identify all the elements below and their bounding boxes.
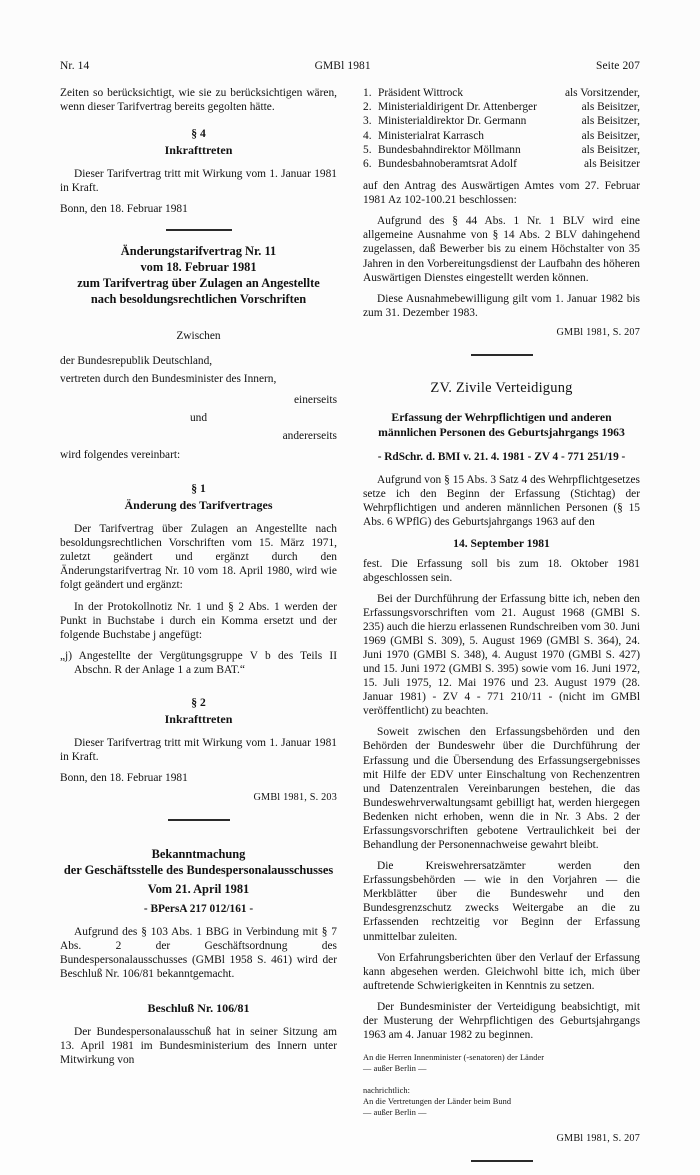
distribution-line-5: — außer Berlin —: [363, 1107, 427, 1117]
distribution-list-primary: [363, 1053, 640, 1075]
member-role: als Beisitzer,: [581, 115, 640, 128]
list-item: [363, 100, 640, 114]
section-4-body: Dieser Tarifvertrag tritt mit Wirkung vom 1. Januar 1981 in Kraft.: [60, 168, 337, 195]
section-2-symbol: § 2: [191, 695, 206, 709]
distribution-line-4: An die Vertretungen der Länder beim Bund: [363, 1096, 512, 1106]
member-name: Ministerialdirektor Dr. Germann: [378, 115, 527, 128]
paragraph-kwea: Die Kreiswehrersatzämter werden den Erfassungsbehörden — wie in den Vorjahren — die Merkblätter über die Bundeswehr und den Bundesgrenzschutz zwecks Weitergabe an die zu Erfassenden rechtzeitig vor Beginn der Erfassung unmittelbar zuleiten.: [363, 860, 640, 943]
member-name: Bundesbahndirektor Möllmann: [378, 143, 521, 156]
resolution-title: Beschluß Nr. 106/81: [147, 1001, 250, 1016]
member-number: 1.: [363, 87, 372, 99]
circular-subject-line-2: männlichen Personen des Geburtsjahrgangs 1963: [378, 426, 625, 440]
resolution-intro: Der Bundespersonalausschuß hat in seiner Sitzung am 13. April 1981 im Bundesministerium des Innern unter Mitwirkung von: [60, 1026, 337, 1067]
agreement-und: und: [189, 412, 208, 425]
section-1-symbol: § 1: [191, 482, 206, 496]
validity-paragraph: Diese Ausnahmebewilligung gilt vom 1. Januar 1982 bis zum 31. Dezember 1983.: [363, 292, 640, 319]
running-head-issue: Nr. 14: [60, 60, 90, 72]
announcement-title-line-1: Bekanntmachung: [151, 847, 246, 862]
member-number: 6.: [363, 157, 372, 170]
distribution-line-2: — außer Berlin —: [363, 1063, 427, 1073]
running-head-page: Seite 207: [595, 60, 640, 72]
agreement-einerseits: einerseits: [293, 394, 337, 407]
member-number: 5.: [363, 143, 372, 156]
member-name: Ministerialdirigent Dr. Attenberger: [378, 101, 537, 114]
agreement-title-line-4: nach besoldungsrechtlichen Vorschriften: [90, 292, 307, 307]
agreement-party-line-1: der Bundesrepublik Deutschland,: [60, 354, 213, 367]
section-1-paragraph-1: Der Tarifvertrag über Zulagen an Angestellte nach besoldungsrechtlichen Vorschriften vom 15. März 1971, zuletzt geändert und ergänzt durch den Änderungstarifvertrag Nr. 10 vom 18. April 1980, wird wie folgt geändert und ergänzt:: [60, 523, 337, 592]
member-role: als Beisitzer,: [581, 143, 640, 156]
member-number: 4.: [363, 129, 372, 142]
circular-reference: - RdSchr. d. BMI v. 21. 4. 1981 - ZV 4 - 771 251/19 -: [377, 451, 626, 464]
section-4-place-date: Bonn, den 18. Februar 1981: [60, 203, 188, 216]
list-item: [363, 143, 640, 157]
right-source-2: GMBl 1981, S. 207: [556, 1132, 640, 1144]
agreement-closing: wird folgendes vereinbart:: [60, 449, 181, 462]
request-line: auf den Antrag des Auswärtigen Amtes vom 27. Februar 1981 Az 102-100.21 beschlossen:: [363, 180, 640, 207]
announcement-title-line-2: der Geschäftsstelle des Bundespersonalausschusses: [63, 863, 334, 878]
section-4-symbol: § 4: [191, 127, 206, 141]
agreement-title-line-3: zum Tarifvertrag über Zulagen an Angestellte: [77, 276, 320, 291]
list-item: [363, 114, 640, 128]
agreement-title-line-1: Änderungstarifvertrag Nr. 11: [120, 244, 277, 259]
member-number: 3.: [363, 115, 372, 128]
two-column-body: [60, 86, 640, 1175]
decision-paragraph: Aufgrund des § 44 Abs. 1 Nr. 1 BLV wird eine allgemeine Ausnahme von § 14 Abs. 2 BLV dahingehend zugelassen, daß Bewerber bis zu einem Höchstalter von 35 Jahren in den Vorbereitungsdienst der Laufbahn des höheren Auswärtigen Dienstes eingestellt werden können.: [363, 215, 640, 284]
paragraph-musterung: Der Bundesminister der Verteidigung beabsichtigt, mit der Musterung der Wehrpflichtigen des Geburtsjahrgangs 1963 am 4. Januar 1982 zu beginnen.: [363, 1000, 640, 1041]
section-2-source: GMBl 1981, S. 203: [253, 792, 337, 804]
list-item: [363, 86, 640, 100]
distribution-line-1: An die Herren Innenminister (-senatoren) der Länder: [363, 1053, 545, 1063]
distribution-line-3: nachrichtlich:: [363, 1085, 411, 1095]
member-role: als Beisitzer: [584, 157, 640, 170]
divider-rule: [166, 229, 232, 231]
section-4-title: Inkrafttreten: [164, 143, 233, 158]
right-source-1: GMBl 1981, S. 207: [556, 326, 640, 338]
paragraph-edv: Soweit zwischen den Erfassungsbehörden und den Behörden der Bundeswehr über die Durchführung der Erfassung und die Übersendung des Erfassungsergebnisses mit Hilfe der EDV unter Einschaltung von Rechenzentren und Datenzentralen Vereinbarungen bestehen, die das Bundeswehrverwaltungsamt gebilligt hat, werden hiergegen Bedenken nicht erhoben, wenn die in Nr. 3 Abs. 2 der Erfassungsvorschriften gebotene Vertraulichkeit bei der Behandlung der Personennachweise gewahrt bleibt.: [363, 726, 640, 852]
list-item: [363, 157, 640, 171]
section-1-quoted-clause: „j) Angestellte der Vergütungsgruppe V b des Teils II Abschn. R der Anlage 1 a zum BAT.“: [60, 649, 337, 676]
section-heading-zv: ZV. Zivile Verteidigung: [430, 379, 573, 396]
section-2-place-date: Bonn, den 18. Februar 1981: [60, 772, 188, 785]
paragraph-after-date: fest. Die Erfassung soll bis zum 18. Oktober 1981 abgeschlossen sein.: [363, 557, 640, 584]
paragraph-reports: Von Erfahrungsberichten über den Verlauf der Erfassung kann abgesehen werden. Gleichwohl bitte ich, mich über auftretende Schwierigkeiten in Kenntnis zu setzen.: [363, 951, 640, 992]
section-2-body: Dieser Tarifvertrag tritt mit Wirkung vom 1. Januar 1981 in Kraft.: [60, 736, 337, 763]
agreement-party-line-2: vertreten durch den Bundesminister des Innern,: [60, 372, 277, 385]
distribution-list-cc: [363, 1086, 640, 1119]
divider-rule-2: [168, 819, 230, 821]
divider-rule-3: [471, 354, 533, 356]
running-head-title: GMBl 1981: [314, 60, 371, 72]
continued-paragraph: Zeiten so berücksichtigt, wie sie zu berücksichtigen wären, wenn dieser Tarifvertrag bereits gegolten hätte.: [60, 87, 337, 114]
paragraph-regulations: Bei der Durchführung der Erfassung bitte ich, neben den Erfassungsvorschriften vom 21. August 1968 (GMBl S. 235) auch die hierzu erlassenen Rundschreiben vom 30. Juni 1969 (GMBl S. 309), 5. August 1969 (GMBl S. 364), 24. Juni 1970 (GMBl S. 348), 4. August 1970 (GMBl S. 427) und 15. Juni 1972 (GMBl S. 395) sowie vom 16. Juni 1972, 15. Juli 1975, 12. Mai 1976 und 23. August 1979 (28. Januar 1981) - ZV 4 - 771 210/11 - (nicht im GMBl veröffentlicht) zu beachten.: [363, 592, 640, 718]
section-2-title: Inkrafttreten: [164, 711, 233, 726]
running-head: [60, 60, 640, 72]
announcement-body: Aufgrund des § 103 Abs. 1 BBG in Verbindung mit § 7 Abs. 2 der Geschäftsordnung des Bundespersonalausschusses (GMBl 1958 S. 461) wird der Beschluß Nr. 106/81 bekanntgemacht.: [60, 925, 337, 980]
announcement-title-line-3: Vom 21. April 1981: [147, 881, 250, 896]
section-1-paragraph-2: In der Protokollnotiz Nr. 1 und § 2 Abs. 1 werden der Punkt in Buchstabe i durch ein Komma ersetzt und der folgende Buchstabe j angefügt:: [60, 600, 337, 641]
agreement-title-line-2: vom 18. Februar 1981: [140, 260, 257, 275]
member-name: Präsident Wittrock: [378, 87, 464, 99]
section-1-title: Änderung des Tarifvertrages: [124, 498, 273, 513]
member-role: als Vorsitzender,: [564, 87, 640, 99]
agreement-andererseits: andererseits: [282, 430, 337, 443]
agreement-between-label: Zwischen: [176, 329, 221, 342]
right-column: [363, 86, 640, 1175]
member-role: als Beisitzer,: [581, 129, 640, 142]
circular-subject-line-1: Erfassung der Wehrpflichtigen und anderen: [391, 410, 612, 424]
announcement-reference: - BPersA 217 012/161 -: [143, 902, 254, 915]
key-date: 14. September 1981: [453, 536, 550, 550]
list-item: [363, 129, 640, 143]
committee-member-list: [363, 86, 640, 171]
left-column: [60, 86, 337, 1074]
divider-rule-4: [471, 1160, 533, 1162]
circular-intro-paragraph: Aufgrund von § 15 Abs. 3 Satz 4 des Wehrpflichtgesetzes setze ich den Beginn der Erfassung (Stichtag) der Wehrpflichtigen und anderen männlichen Personen (§ 15 Abs. 6 WPflG) des Geburtsjahrgangs 1963 auf den: [363, 474, 640, 529]
circular-subject: [363, 410, 640, 440]
agreement-title: [60, 244, 337, 308]
member-name: Bundesbahnoberamtsrat Adolf: [378, 157, 517, 170]
member-name: Ministerialrat Karrasch: [378, 129, 484, 142]
announcement-title: [60, 847, 337, 898]
member-role: als Beisitzer,: [581, 101, 640, 114]
member-number: 2.: [363, 101, 372, 114]
